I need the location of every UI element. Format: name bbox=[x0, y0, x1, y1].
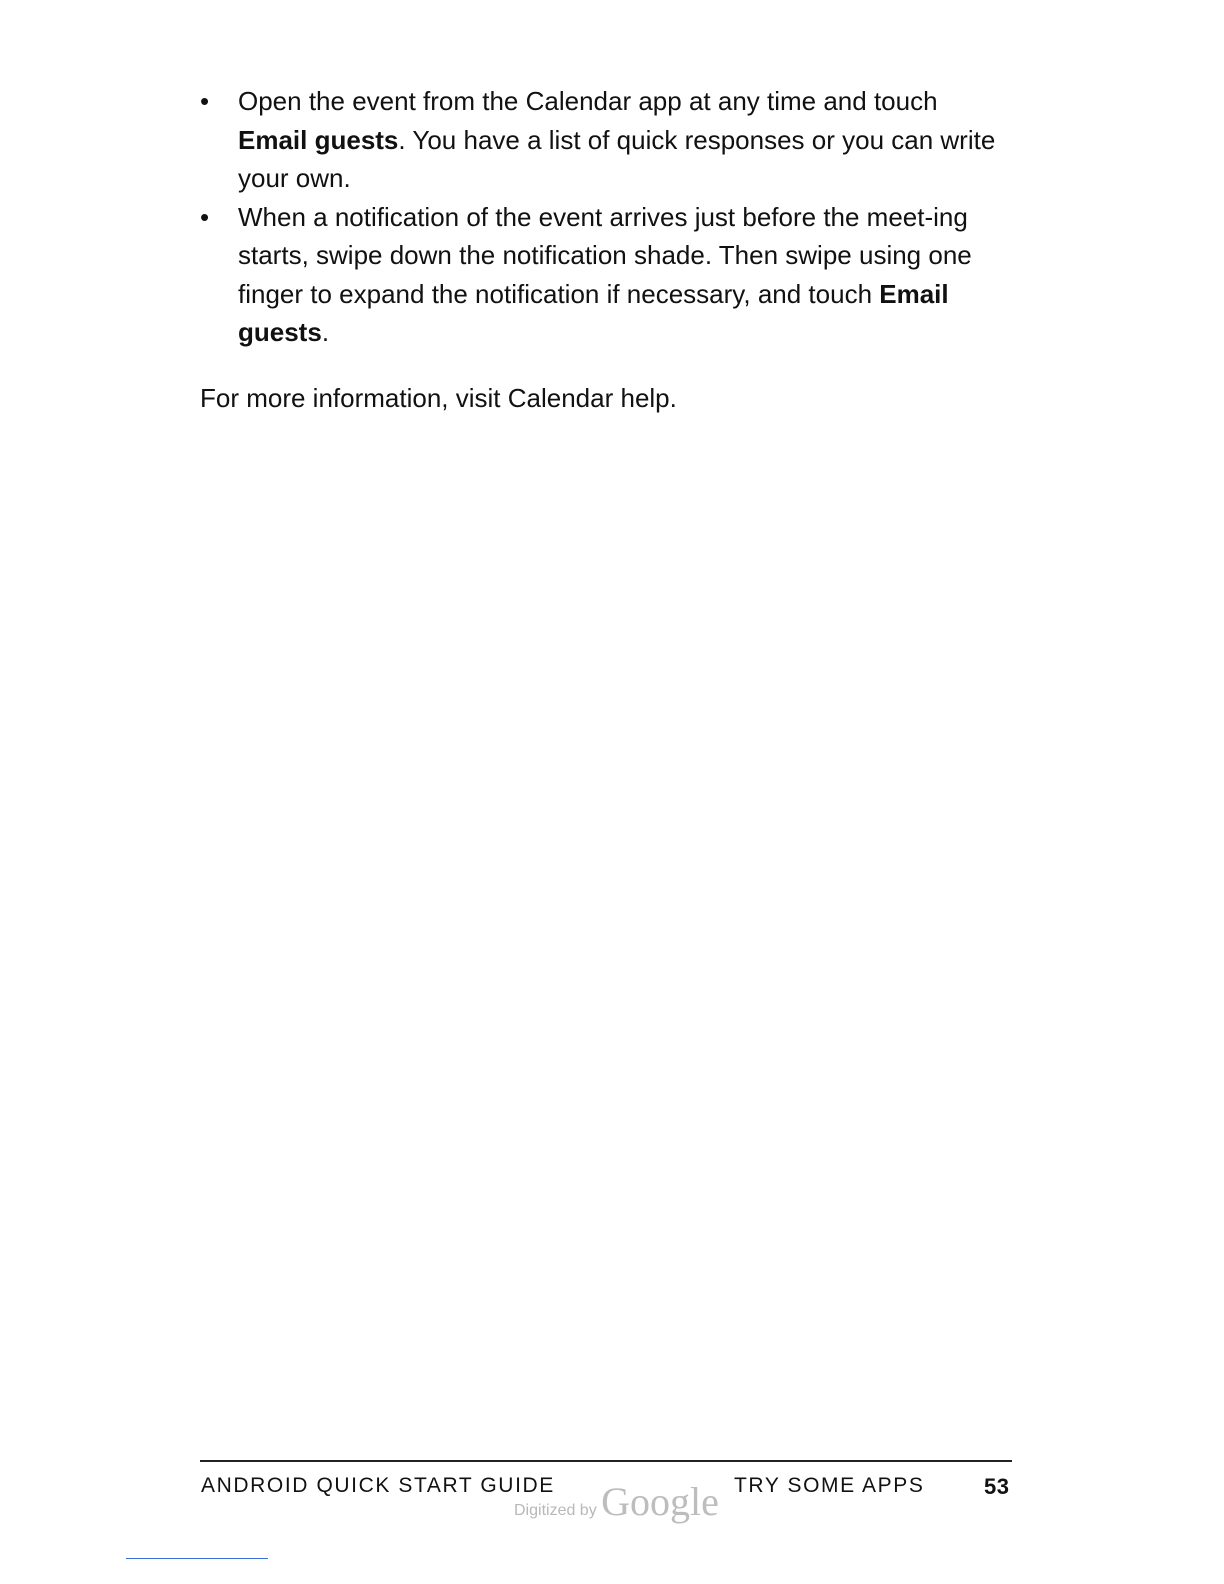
footer-section-title: TRY SOME APPS bbox=[734, 1474, 925, 1497]
digitized-watermark bbox=[514, 1478, 719, 1525]
footer-book-title: ANDROID QUICK START GUIDE bbox=[201, 1474, 555, 1497]
info-prefix: For more information, visit bbox=[200, 382, 508, 413]
google-logo: Google bbox=[601, 1479, 719, 1524]
bullet-text-end: . bbox=[321, 317, 330, 347]
bullet-bold-term: Email guests bbox=[238, 124, 399, 155]
footer-divider bbox=[200, 1460, 1012, 1462]
page-content bbox=[200, 82, 1000, 417]
bullet-text-end: . You have a list of quick responses or you can write your own. bbox=[238, 124, 996, 193]
calendar-help-link[interactable]: Calendar help bbox=[507, 382, 670, 413]
bullet-icon: • bbox=[200, 201, 210, 232]
info-suffix: . bbox=[669, 382, 677, 413]
edge-line bbox=[126, 1558, 268, 1559]
bullet-text-start: When a notification of the event arrives just before the meet-ing starts, swipe down the notification shade. Then swipe using one finger to expand the notification if necessary, and touch bbox=[238, 201, 972, 309]
page-number: 53 bbox=[984, 1474, 1010, 1499]
bullet-text-start: Open the event from the Calendar app at any time and touch bbox=[238, 86, 938, 116]
bullet-bold-term: Email guests bbox=[238, 278, 949, 347]
bullet-list bbox=[200, 82, 1000, 352]
more-info-paragraph bbox=[200, 379, 1000, 417]
list-item bbox=[200, 82, 1000, 198]
watermark-prefix: Digitized by bbox=[514, 1502, 602, 1519]
bullet-icon: • bbox=[200, 86, 210, 116]
list-item bbox=[200, 198, 1000, 352]
